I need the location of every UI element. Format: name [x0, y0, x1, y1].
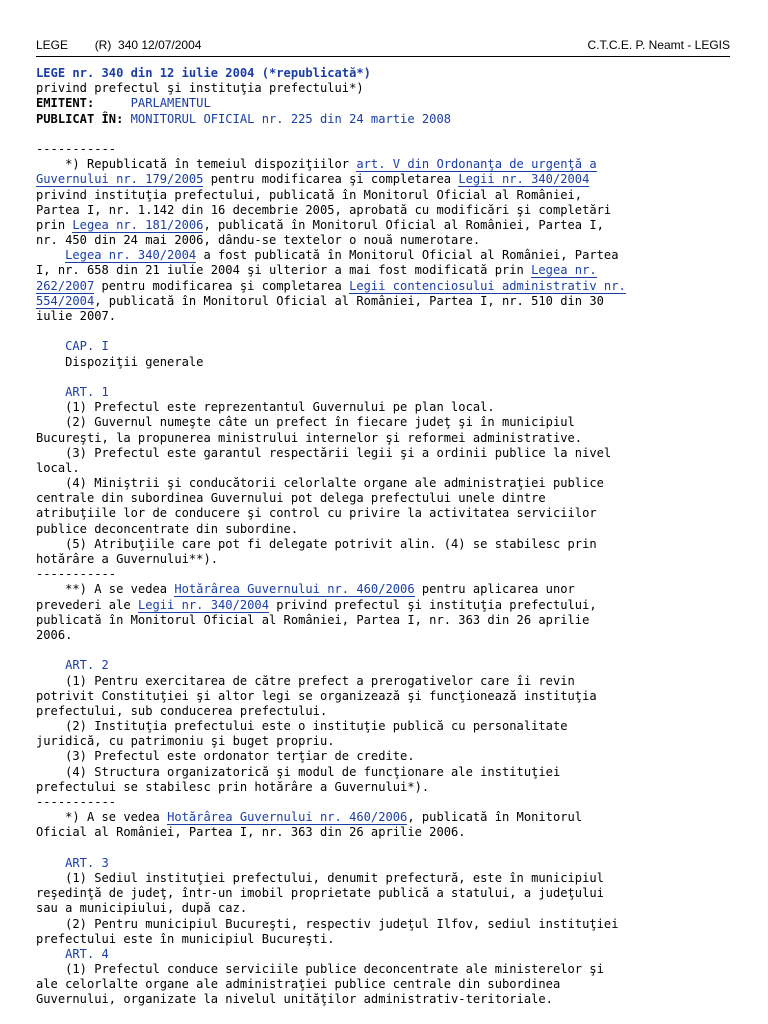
blank-line — [36, 643, 736, 658]
article-line: (4) Structura organizatorică şi modul de funcţionare ale instituţiei — [36, 764, 561, 779]
footnote-text: , publicată în Monitorul — [407, 810, 583, 825]
footnote-line: 2006. — [36, 627, 73, 642]
footnote-text — [36, 248, 65, 262]
footnote-text: pentru aplicarea unor — [414, 582, 575, 597]
article-line: prefectului este în municipiul Bucureşti. — [36, 931, 335, 946]
article-number: ART. 1 — [65, 384, 109, 399]
article-line: (2) Instituţia prefectului este o instituţie publică cu personalitate — [36, 719, 568, 734]
footnote-line — [36, 218, 736, 233]
footnote-separator: ----------- — [36, 141, 117, 156]
article-line: (1) Sediul instituţiei prefectului, denumit prefectură, este în municipiul — [36, 870, 604, 885]
footnote-separator: ----------- — [36, 567, 117, 582]
emitent-label: EMITENT: — [36, 96, 95, 111]
emitent-row — [36, 96, 736, 111]
chapter-number: CAP. I — [65, 339, 109, 354]
blank-line — [36, 841, 736, 856]
article-line: local. — [36, 460, 80, 475]
document-body — [36, 66, 736, 1008]
article-heading — [36, 385, 736, 400]
footnote-text: prin — [36, 217, 73, 232]
article-line: (4) Miniştrii şi conducătorii celorlalte organe ale administraţiei publice — [36, 476, 604, 491]
header-law-info — [36, 38, 201, 52]
chapter-title-text: Dispoziţii generale — [65, 354, 204, 369]
article-line: atribuţiile lor de conducere şi control cu privire la activitatea serviciilor — [36, 506, 597, 521]
header-number-date: 340 12/07/2004 — [118, 38, 202, 52]
law-link[interactable]: Legea nr. 340/2004 — [65, 248, 197, 263]
chapter-heading — [36, 339, 736, 354]
law-link[interactable]: art. V din Ordonanţa de urgenţă a — [356, 157, 597, 172]
article-line: publice deconcentrate din subordine. — [36, 521, 299, 536]
publicat-label: PUBLICAT ÎN: — [36, 111, 124, 126]
footnote-line: Oficial al României, Partea I, nr. 363 din 26 aprilie 2006. — [36, 825, 466, 840]
publicat-row — [36, 112, 736, 127]
footnote-line: Partea I, nr. 1.142 din 16 decembrie 2005, aprobată cu modificări şi completări — [36, 202, 612, 217]
article-line: centrale din subordinea Guvernului pot delega prefectului unele dintre — [36, 491, 546, 506]
article-number: ART. 4 — [65, 946, 109, 961]
article-number: ART. 3 — [65, 855, 109, 870]
blank-line — [36, 127, 736, 142]
footnote-text: a fost publicată în Monitorul Oficial al României, Partea — [196, 248, 619, 263]
article-line: prefectului, sub conducerea prefectului. — [36, 703, 328, 718]
article-line: Guvernului, organizate la nivelul unităţilor administrativ-teritoriale. — [36, 992, 553, 1007]
footnote-text: pentru modificarea şi completarea — [203, 172, 459, 187]
article-number: ART. 2 — [65, 658, 109, 673]
footnote-line — [36, 248, 736, 263]
law-link[interactable]: 262/2007 — [36, 278, 95, 293]
article-line: Bucureşti, la propunerea ministrului internelor şi reformei administrative. — [36, 430, 583, 445]
footnote-line — [36, 294, 736, 309]
footnote-line — [36, 598, 736, 613]
footnote-line: nr. 450 din 24 mai 2006, dându-se textelor o nouă numerotare. — [36, 233, 481, 248]
law-link[interactable]: Legea nr. — [531, 263, 597, 278]
article-line: (5) Atribuţiile care pot fi delegate potrivit alin. (4) se stabilesc prin — [36, 536, 597, 551]
law-link[interactable]: Guvernului nr. 179/2005 — [36, 172, 204, 187]
footnote-text: I, nr. 658 din 21 iulie 2004 şi ulterior a mai fost modificată prin — [36, 263, 532, 278]
law-link[interactable]: Legea nr. 181/2006 — [72, 217, 204, 232]
article-heading — [36, 856, 736, 871]
footnote-separator: ----------- — [36, 795, 117, 809]
law-link[interactable]: Legii nr. 340/2004 — [137, 597, 269, 612]
chapter-title — [36, 355, 736, 370]
footnote-text: privind prefectul şi instituţia prefectului, — [269, 597, 597, 612]
article-heading — [36, 947, 736, 962]
article-line: (3) Prefectul este garantul respectării legii şi a ordinii publice la nivel — [36, 445, 612, 460]
article-line: hotărâre a Guvernului**). — [36, 552, 219, 566]
article-line: ale celorlalte organe ale administraţiei publice centrale din subordinea — [36, 977, 561, 992]
footnote-text: pentru modificarea şi completarea — [94, 278, 350, 293]
header-republished-flag: (R) — [94, 38, 112, 52]
article-line: (2) Guvernul numeşte câte un prefect în fiecare judeţ şi în municipiul — [36, 415, 575, 430]
article-line: reşedinţă de judeţ, într-un imobil proprietate publică a statului, a judeţului — [36, 886, 604, 901]
footnote-line — [36, 582, 736, 597]
footnote-line — [36, 172, 736, 187]
blank-line — [36, 370, 736, 385]
law-link[interactable]: Legii nr. 340/2004 — [458, 172, 590, 187]
footnote-line: privind instituţia prefectului, publicată în Monitorul Oficial al României, — [36, 187, 583, 202]
footnote-text: , publicată în Monitorul Oficial al României, Partea I, — [203, 217, 604, 232]
footnote-text: **) A se vedea — [36, 582, 175, 597]
footnote-text: *) A se vedea — [36, 810, 168, 825]
article-line: (1) Prefectul este reprezentantul Guvernului pe plan local. — [36, 400, 495, 415]
footnote-text: *) Republicată în temeiul dispoziţiilor — [36, 157, 357, 172]
law-link[interactable]: Legii contenciosului administrativ nr. — [349, 278, 626, 293]
article-line: potrivit Constituţiei şi altor legi se organizează şi funcţionează instituţia — [36, 688, 597, 703]
footnote-line — [36, 157, 736, 172]
article-line: (1) Prefectul conduce serviciile publice deconcentrate ale ministerelor şi — [36, 962, 604, 977]
footnote-text: prevederi ale — [36, 597, 138, 612]
law-title: LEGE nr. 340 din 12 iulie 2004 (*republicată*) — [36, 66, 371, 80]
article-line: (3) Prefectul este ordonator terţiar de credite. — [36, 749, 415, 764]
page-header — [36, 36, 730, 57]
emitent-value: PARLAMENTUL — [130, 96, 211, 111]
law-subtitle: privind prefectul şi instituţia prefectului*) — [36, 81, 364, 96]
law-link[interactable]: 554/2004 — [36, 293, 95, 308]
blank-line — [36, 324, 736, 339]
article-line: prefectului se stabilesc prin hotărâre a Guvernului*). — [36, 779, 430, 794]
article-line: sau a municipiului, după caz. — [36, 901, 248, 916]
law-link[interactable]: Hotărârea Guvernului nr. 460/2006 — [167, 810, 408, 825]
law-link[interactable]: Hotărârea Guvernului nr. 460/2006 — [174, 582, 415, 597]
article-line: (2) Pentru municipiul Bucureşti, respectiv judeţul Ilfov, sediul instituţiei — [36, 916, 619, 931]
article-line: (1) Pentru exercitarea de către prefect a prerogativelor care îi revin — [36, 673, 575, 688]
article-heading — [36, 658, 736, 673]
header-type: LEGE — [36, 38, 69, 52]
footnote-line — [36, 263, 736, 278]
footnote-line: publicată în Monitorul Oficial al României, Partea I, nr. 363 din 26 aprilie — [36, 612, 590, 627]
publicat-value: MONITORUL OFICIAL nr. 225 din 24 martie 2008 — [130, 111, 452, 126]
article-line: juridică, cu patrimoniu şi buget propriu. — [36, 734, 335, 749]
footnote-line: iulie 2007. — [36, 309, 117, 323]
header-source: C.T.C.E. P. Neamt - LEGIS — [587, 38, 730, 52]
footnote-text: , publicată în Monitorul Oficial al României, Partea I, nr. 510 din 30 — [94, 293, 604, 308]
footnote-line — [36, 279, 736, 294]
footnote-line — [36, 810, 736, 825]
